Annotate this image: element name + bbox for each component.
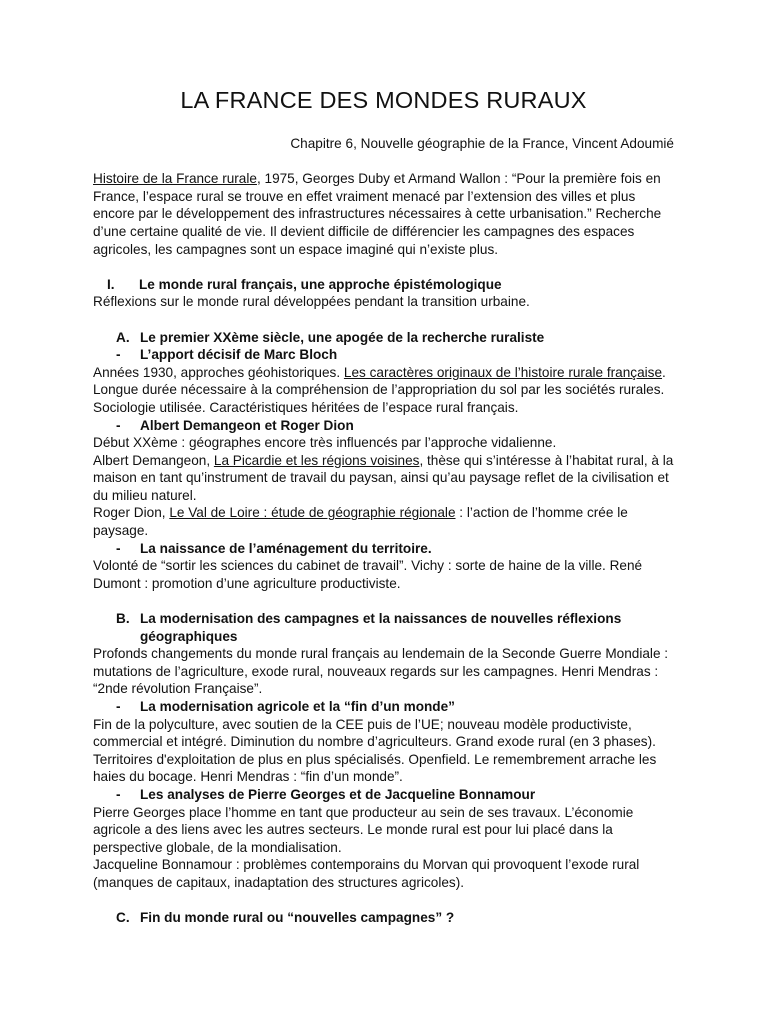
- bullet-dash: -: [116, 417, 121, 433]
- intro-text: , 1975, Georges Duby et Armand Wallon : “Pour la première fois en France, l’espace rural se trouve en effet vraiment menacé par l’extension des villes et plus encore par le développement des infrastructures nécessaires à cette urbanisation.” Recherche d’une certaine qualité de vie. Il devient difficile de différencier les campagnes des espaces agricoles, les campagnes sont un espace imaginé qui n’existe plus.: [93, 171, 662, 257]
- bullet-dash: -: [116, 347, 121, 363]
- subsection-modernisation-title: La modernisation agricole et la “fin d’un monde”: [140, 699, 455, 714]
- subsection-marc-bloch-heading: [93, 346, 674, 364]
- intro-paragraph: [93, 170, 674, 258]
- demangeon-book-title: La Picardie et les régions voisines: [213, 452, 420, 468]
- section-1-heading: [93, 276, 674, 294]
- marc-bloch-text-post: . Longue durée nécessaire à la compréhension de l’appropriation du sol par les sociétés rurales. Sociologie utilisée. Caractéristiques héritées de l’espace rural français.: [93, 364, 666, 415]
- section-b-number: B.: [116, 611, 130, 627]
- demangeon-text-post: , thèse qui s’intéresse à l’habitat rural, à la maison en tant qu’instrument de travail du paysan, ainsi qu’au paysage reflet de la civilisation et du milieu naturel.: [93, 452, 674, 503]
- section-1-number: I.: [107, 276, 115, 292]
- subsection-demangeon-dion-heading: [93, 417, 674, 435]
- dion-book-title: Le Val de Loire : étude de géographie régionale: [169, 505, 456, 521]
- subsection-demangeon-dion-title: Albert Demangeon et Roger Dion: [140, 417, 354, 433]
- georges-paragraph: Pierre Georges place l’homme en tant que producteur au sein de ses travaux. L’économie agricole a des liens avec les autres secteurs. Le monde rural est pour lui placé dans la perspective globale, de la mondialisation.: [93, 804, 634, 855]
- bonnamour-paragraph: Jacqueline Bonnamour : problèmes contemporains du Morvan qui provoquent l’exode rural (manques de capitaux, inadaptation des structures agricoles).: [93, 857, 640, 890]
- section-c-title: Fin du monde rural ou “nouvelles campagnes” ?: [140, 910, 455, 926]
- demangeon-paragraph: [93, 452, 674, 505]
- marc-bloch-text-pre: Années 1930, approches géohistoriques.: [93, 364, 344, 380]
- bullet-dash: -: [116, 540, 121, 556]
- section-c-heading: [93, 909, 674, 927]
- intro-book-title: Histoire de la France rurale: [93, 171, 257, 187]
- section-c-number: C.: [116, 910, 130, 926]
- section-1-text: Réflexions sur le monde rural développées pendant la transition urbaine.: [93, 294, 530, 310]
- dion-text-pre: Roger Dion,: [93, 505, 170, 521]
- subsection-georges-bonnamour-title: Les analyses de Pierre Georges et de Jacqueline Bonnamour: [140, 786, 536, 802]
- subsection-amenagement-title: La naissance de l’aménagement du territoire.: [140, 540, 432, 556]
- section-a-heading: [93, 329, 674, 347]
- subsection-georges-bonnamour-heading: [93, 786, 674, 804]
- section-b-text: Profonds changements du monde rural français au lendemain de la Seconde Guerre Mondiale : mutations de l’agriculture, exode rural, nouveaux regards sur les campagnes. Henri Mendras : “2nde révolution Française”.: [93, 646, 669, 697]
- section-b-title: La modernisation des campagnes et la naissances de nouvelles réflexions géographiques: [140, 611, 622, 644]
- amenagement-paragraph: Volonté de “sortir les sciences du cabinet de travail”. Vichy : sorte de haine de la ville. René Dumont : promotion d’une agriculture productiviste.: [93, 558, 643, 591]
- subsection-modernisation-heading: [93, 698, 674, 716]
- section-b-heading: [93, 610, 674, 645]
- subsection-amenagement-heading: [93, 540, 674, 558]
- section-a-title: Le premier XXème siècle, une apogée de la recherche ruraliste: [140, 329, 545, 345]
- dion-paragraph: [93, 504, 674, 539]
- bullet-dash: -: [116, 786, 121, 802]
- marc-bloch-book-title: Les caractères originaux de l’histoire rurale française: [343, 364, 663, 380]
- demangeon-dion-intro: Début XXème : géographes encore très influencés par l’approche vidalienne.: [93, 435, 557, 451]
- demangeon-text-pre: Albert Demangeon,: [93, 452, 214, 468]
- marc-bloch-paragraph: [93, 364, 674, 417]
- page-title: LA FRANCE DES MONDES RURAUX: [180, 87, 587, 113]
- chapter-reference: Chapitre 6, Nouvelle géographie de la France, Vincent Adoumié: [290, 136, 674, 151]
- modernisation-paragraph: Fin de la polyculture, avec soutien de la CEE puis de l’UE; nouveau modèle productiviste, commercial et intégré. Diminution du nombre d’agriculteurs. Grand exode rural (en 3 phases). Territoires d'exploitation de plus en plus spécialisés. Openfield. Le remembrement arrache les haies du bocage. Henri Mendras : “fin d’un monde”.: [93, 716, 657, 785]
- bullet-dash: -: [116, 699, 121, 714]
- section-a-number: A.: [116, 329, 130, 345]
- subsection-marc-bloch-title: L’apport décisif de Marc Bloch: [140, 347, 338, 363]
- section-1-title: Le monde rural français, une approche épistémologique: [139, 276, 502, 292]
- dion-text-post: : l’action de l’homme crée le paysage.: [93, 505, 628, 539]
